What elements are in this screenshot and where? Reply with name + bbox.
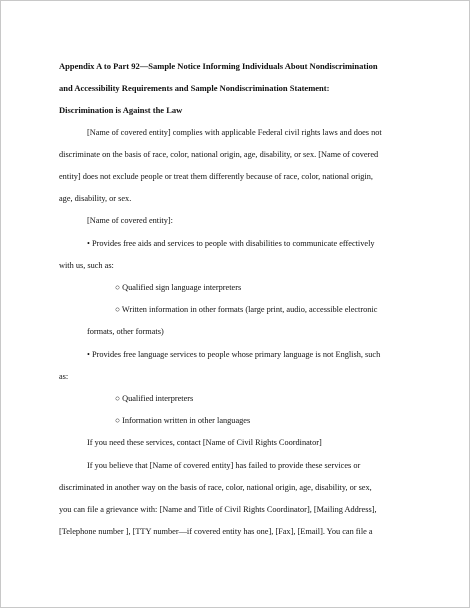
bullet1-line-1: • Provides free aids and services to people with disabilities to communicate effectively <box>87 238 375 248</box>
heading-line-3: Discrimination is Against the Law <box>59 105 183 116</box>
document-body <box>59 55 409 543</box>
bullet2-line-1: • Provides free language services to people whose primary language is not English, such <box>87 349 381 359</box>
para2-line-3: you can file a grievance with: [Name and Title of Civil Rights Coordinator], [Mailing Address], <box>59 505 377 515</box>
para1-line-4: age, disability, or sex. <box>59 194 132 204</box>
para1-line-2: discriminate on the basis of race, color, national origin, age, disability, or sex. [Name of covered <box>59 149 379 159</box>
para2-line-4: [Telephone number ], [TTY number—if covered entity has one], [Fax], [Email]. You can file a <box>59 527 373 537</box>
para1-line-1: [Name of covered entity] complies with applicable Federal civil rights laws and does not <box>87 127 382 137</box>
heading-line-1: Appendix A to Part 92—Sample Notice Informing Individuals About Nondiscrimination <box>59 61 378 71</box>
para2-line-1: If you believe that [Name of covered entity] has failed to provide these services or <box>87 460 361 470</box>
entity-label: [Name of covered entity]: <box>87 216 173 226</box>
para2-line-2: discriminated in another way on the basis of race, color, national origin, age, disability, or sex, <box>59 482 372 492</box>
contact-line: If you need these services, contact [Name of Civil Rights Coordinator] <box>87 438 322 448</box>
sub1-item-2: ○ Written information in other formats (large print, audio, accessible electronic <box>115 305 378 315</box>
sub1-item-1: ○ Qualified sign language interpreters <box>115 283 242 293</box>
bullet1-line-2: with us, such as: <box>59 260 114 270</box>
sub2-item-2: ○ Information written in other languages <box>115 416 251 426</box>
para1-line-3: entity] does not exclude people or treat them differently because of race, color, national origin, <box>59 172 373 182</box>
heading-line-2: and Accessibility Requirements and Sample Nondiscrimination Statement: <box>59 83 330 94</box>
bullet2-line-2: as: <box>59 371 69 381</box>
sub1-item-2-cont: formats, other formats) <box>87 327 164 337</box>
sub2-item-1: ○ Qualified interpreters <box>115 394 194 404</box>
